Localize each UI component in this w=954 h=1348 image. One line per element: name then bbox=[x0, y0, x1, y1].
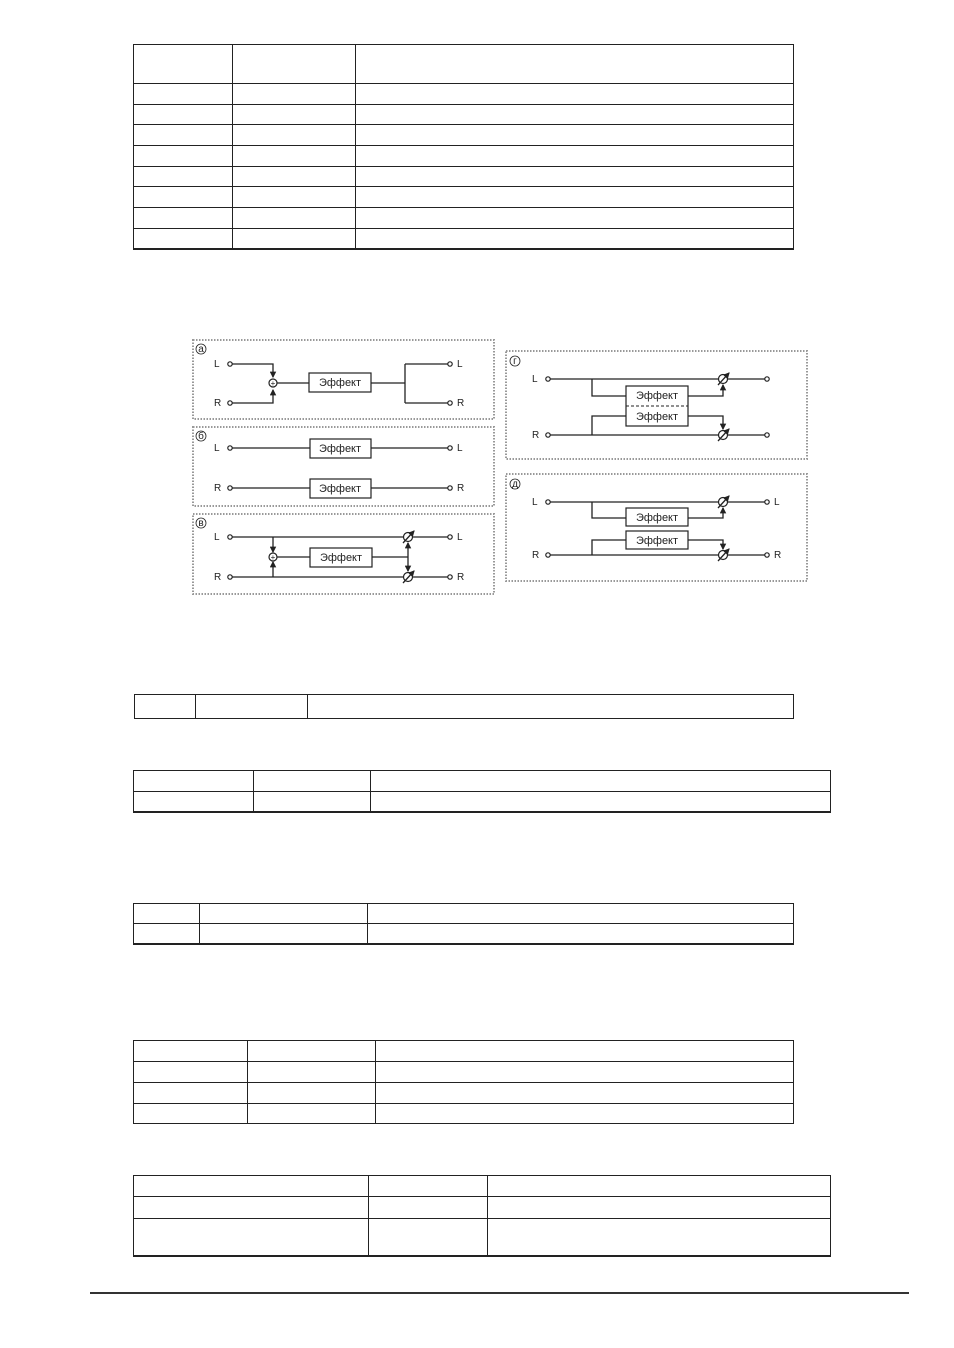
table-6-col bbox=[487, 1176, 488, 1255]
table-6-row bbox=[134, 1196, 830, 1197]
table-5-row bbox=[134, 1103, 793, 1104]
input-label-r: R bbox=[214, 483, 222, 494]
table-2 bbox=[134, 694, 794, 719]
effect-box-label: Эффект bbox=[318, 377, 362, 389]
input-label-r: R bbox=[532, 550, 540, 561]
panel-letter: г bbox=[513, 356, 517, 367]
output-label-r: R bbox=[457, 572, 465, 583]
panel-letter: д bbox=[512, 479, 518, 490]
effect-box-label: Эффект bbox=[635, 535, 679, 547]
panel-letter: в bbox=[198, 518, 204, 529]
input-label-l: L bbox=[214, 359, 220, 370]
output-label-l: L bbox=[774, 497, 780, 508]
effect-box-label: Эффект bbox=[635, 390, 679, 402]
output-label-l: L bbox=[457, 532, 463, 543]
svg-text:+: + bbox=[270, 379, 276, 388]
panel-b bbox=[193, 427, 494, 506]
effect-box-label: Эффект bbox=[635, 512, 679, 524]
output-label-l: L bbox=[457, 443, 463, 454]
table-6-col bbox=[368, 1176, 369, 1255]
output-label-l: L bbox=[457, 359, 463, 370]
table-5 bbox=[133, 1040, 794, 1124]
table-6 bbox=[133, 1175, 831, 1257]
table-2-col bbox=[307, 695, 308, 718]
panel-d bbox=[506, 474, 807, 581]
input-label-r: R bbox=[214, 572, 222, 583]
footer-rule bbox=[90, 1292, 909, 1294]
input-label-l: L bbox=[214, 443, 220, 454]
table-5-row bbox=[134, 1082, 793, 1083]
output-label-r: R bbox=[457, 398, 465, 409]
output-label-r: R bbox=[457, 483, 465, 494]
svg-text:+: + bbox=[270, 553, 276, 562]
table-4 bbox=[133, 903, 794, 945]
effect-box-label: Эффект bbox=[319, 552, 363, 564]
table-2-col bbox=[195, 695, 196, 718]
table-6-row bbox=[134, 1218, 830, 1219]
panel-letter: а bbox=[198, 344, 204, 355]
input-label-r: R bbox=[532, 430, 540, 441]
panel-v bbox=[193, 514, 494, 594]
panel-g bbox=[506, 351, 807, 459]
table-5-row bbox=[134, 1061, 793, 1062]
effect-box-label: Эффект bbox=[318, 443, 362, 455]
table-3-row bbox=[134, 791, 830, 792]
effect-box-label: Эффект bbox=[635, 411, 679, 423]
output-label-r: R bbox=[774, 550, 782, 561]
panel-letter: б bbox=[198, 431, 204, 442]
table-4-row bbox=[134, 923, 793, 924]
panel-a bbox=[193, 340, 494, 419]
input-label-l: L bbox=[214, 532, 220, 543]
input-label-l: L bbox=[532, 374, 538, 385]
input-label-l: L bbox=[532, 497, 538, 508]
effect-routing-diagram bbox=[0, 0, 954, 620]
effect-box-label: Эффект bbox=[318, 483, 362, 495]
input-label-r: R bbox=[214, 398, 222, 409]
table-3 bbox=[133, 770, 831, 813]
